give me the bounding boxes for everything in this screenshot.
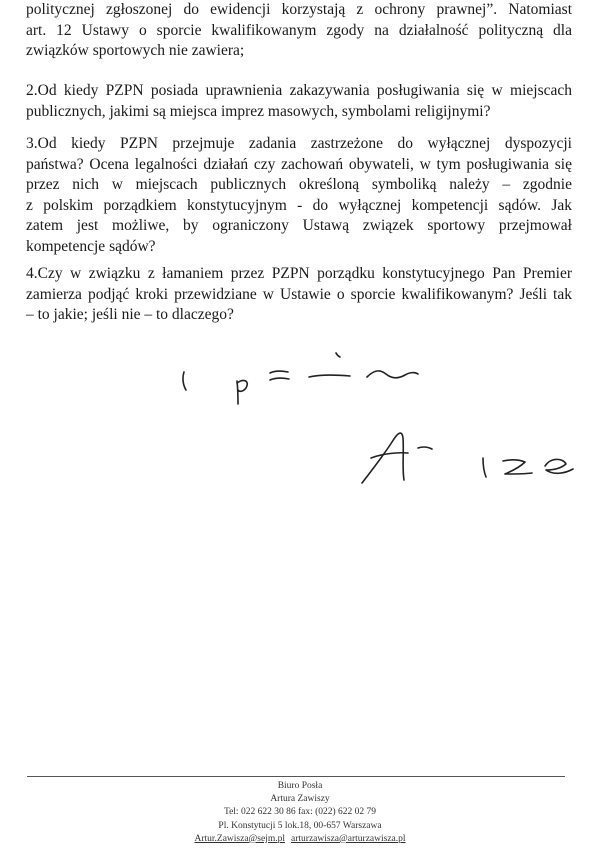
signature-stroke <box>237 381 247 392</box>
signature-stroke <box>237 381 238 404</box>
signature-stroke <box>483 458 486 477</box>
text-line: przez nich w miejscach publicznych określoną symboliką należy – zgodnie <box>26 176 572 193</box>
signature-stroke <box>418 447 432 449</box>
signature-stroke <box>309 375 350 377</box>
office-footer <box>0 780 600 846</box>
signature-stroke <box>270 371 288 373</box>
text-line: publicznych, jakimi są miejsca imprez masowych, symbolami religijnymi? <box>26 102 491 120</box>
footer-divider <box>27 776 565 777</box>
office-name-line-1: Biuro Posła <box>277 781 323 791</box>
signature-stroke <box>336 353 340 357</box>
text-line: art. 12 Ustawy o sporcie kwalifikowanym zgody na działalność polityczną dla <box>26 21 572 39</box>
signature-stroke <box>270 378 289 380</box>
signature-stroke <box>362 433 404 483</box>
email-link-personal[interactable]: arturzawisza@arturzawisza.pl <box>291 833 406 844</box>
office-address: Pl. Konstytucji 5 lok.18, 00-657 Warszawa <box>218 820 382 831</box>
email-link-sejm[interactable]: Artur.Zawisza@sejm.pl <box>194 833 286 844</box>
text-line: zatem jest możliwe, by ograniczony Ustawą związek sportowy przejmował <box>26 217 572 234</box>
signature-stroke <box>183 372 186 390</box>
text-line: związków sportowych nie zawiera; <box>26 42 245 59</box>
text-line: politycznej zgłoszonej do ewidencji korzystają z ochrony prawnej”. Natomiast <box>26 1 572 18</box>
office-phone-fax: Tel: 022 622 30 86 fax: (022) 622 02 79 <box>223 807 377 818</box>
signature-stroke <box>545 459 573 473</box>
text-line: państwa? Ocena legalności działań czy zachowań obywateli, w tym posługiwania się <box>26 155 572 173</box>
text-line: 2.Od kiedy PZPN posiada uprawnienia zakazywania posługiwania się w miejscach <box>26 82 572 99</box>
text-line: 3.Od kiedy PZPN przejmuje zadania zastrzeżone do wyłącznej dyspozycji <box>26 135 572 152</box>
signature-stroke <box>367 371 418 378</box>
text-line: – to jakie; jeśli nie – to dlaczego? <box>26 306 234 323</box>
office-name-line-2: Artura Zawiszy <box>270 794 330 805</box>
text-line: kompetencje sądów? <box>26 237 156 255</box>
text-line: 4.Czy w związku z łamaniem przez PZPN porządku konstytucyjnego Pan Premier <box>26 265 572 282</box>
office-emails <box>0 833 600 846</box>
signature-stroke <box>503 460 532 474</box>
text-line: zamierza podjąć kroki przewidziane w Ustawie o sporcie kwalifikowanym? Jeśli tak <box>26 285 572 303</box>
text-line: z polskim porządkiem konstytucyjnym - do wyłącznej kompetencji sądów. Jak <box>26 196 572 214</box>
